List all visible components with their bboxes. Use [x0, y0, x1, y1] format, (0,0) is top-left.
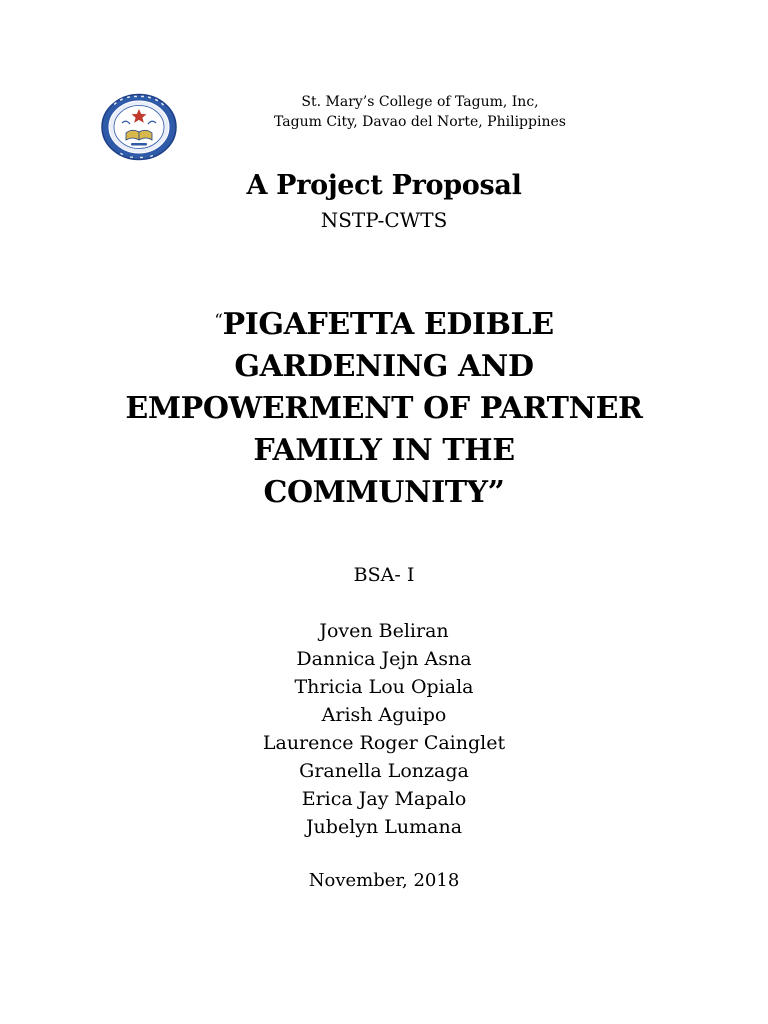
member-name: Dannica Jejn Asna: [296, 648, 472, 670]
submission-date: November, 2018: [308, 870, 460, 891]
program-name: NSTP-CWTS: [320, 208, 448, 232]
member-list: [0, 617, 768, 841]
member-name: Joven Beliran: [319, 620, 449, 642]
college-seal: [100, 93, 178, 161]
member-name: Arish Aguipo: [321, 704, 447, 726]
title-line: FAMILY IN THE: [253, 433, 515, 468]
class-section: BSA- I: [353, 564, 415, 586]
title-line: EMPOWERMENT OF PARTNER: [125, 391, 643, 426]
seal-emblem-icon: [100, 93, 178, 161]
member-name: Jubelyn Lumana: [305, 816, 463, 838]
member-name: Granella Lonzaga: [299, 760, 469, 782]
member-name: Erica Jay Mapalo: [301, 788, 467, 810]
title-line: “PIGAFETTA EDIBLE: [214, 307, 554, 342]
title-open-quote: “: [214, 311, 223, 331]
title-line: GARDENING AND: [234, 349, 534, 384]
institution-address: Tagum City, Davao del Norte, Philippines: [274, 114, 566, 130]
member-name: Laurence Roger Cainglet: [262, 732, 506, 754]
title-line: COMMUNITY”: [263, 475, 505, 510]
member-name: Thricia Lou Opiala: [294, 676, 474, 698]
institution-name: St. Mary’s College of Tagum, Inc,: [301, 94, 539, 110]
document-type-heading: A Project Proposal: [246, 170, 522, 201]
proposal-title: [60, 300, 708, 514]
